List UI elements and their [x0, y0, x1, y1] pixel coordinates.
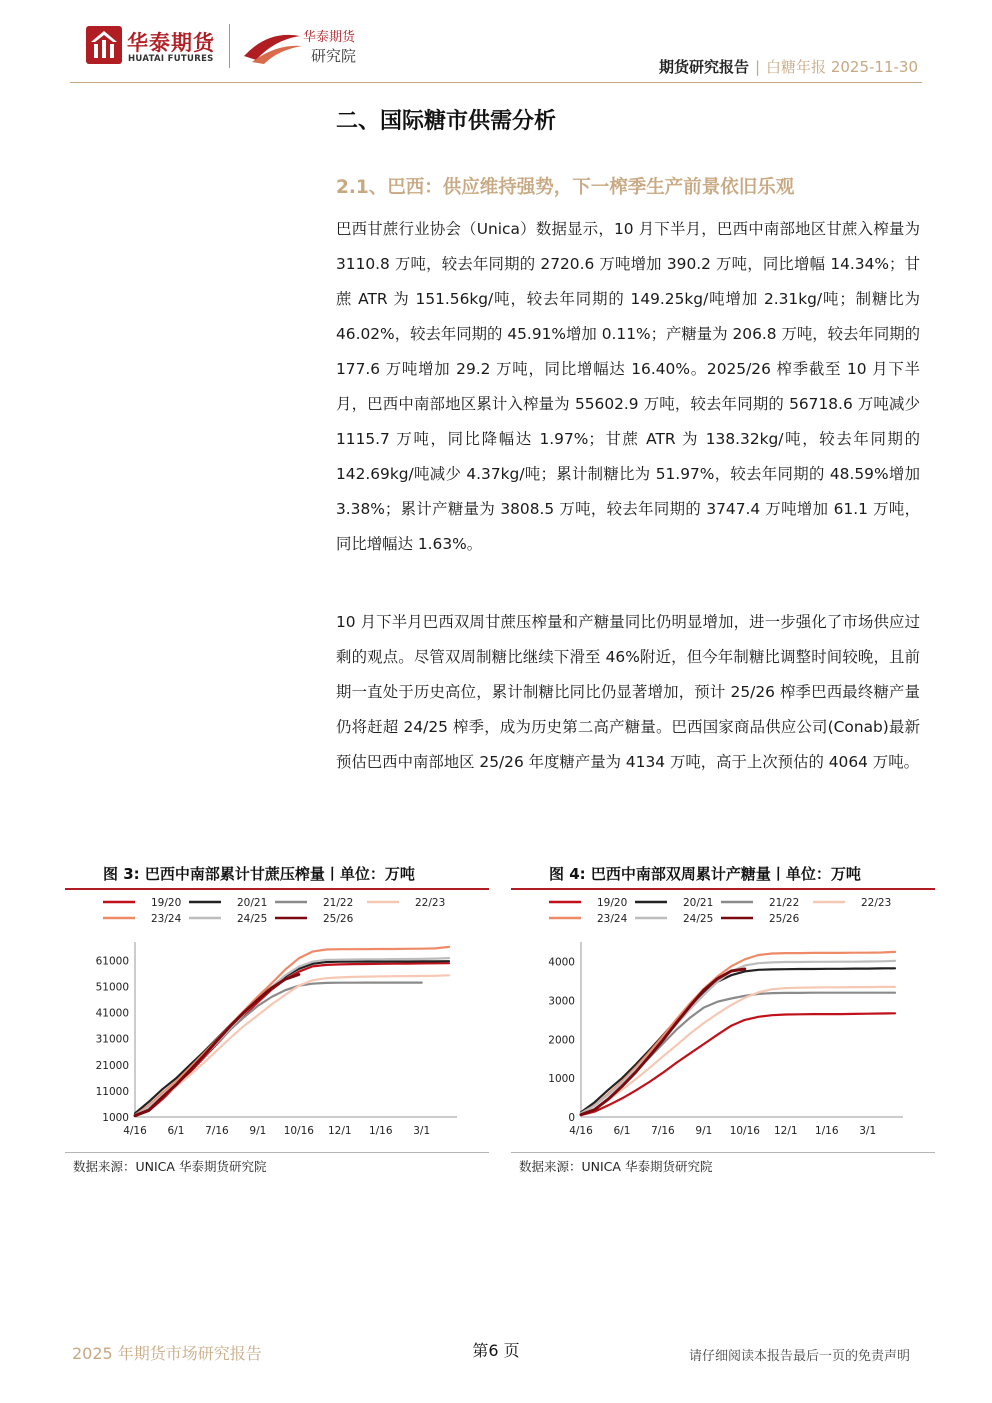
figure-rule	[65, 1152, 489, 1153]
header-rule	[70, 82, 922, 83]
institute-logo-icon	[242, 28, 304, 64]
legend-label: 19/20	[597, 897, 628, 909]
y-tick-label: 0	[568, 1112, 575, 1124]
x-tick-label: 9/1	[249, 1125, 267, 1137]
x-tick-label: 12/1	[327, 1125, 352, 1137]
footer-disclaimer-note: 请仔细阅读本报告最后一页的免责声明	[688, 1349, 910, 1364]
figure-title: 图 3: 巴西中南部累计甘蔗压榨量丨单位：万吨	[65, 860, 489, 890]
series-line-21-22	[135, 983, 422, 1115]
cane-crush-chart	[65, 890, 489, 1152]
figure-source: 数据来源：UNICA 华泰期货研究院	[73, 1159, 267, 1174]
legend-label: 21/22	[323, 897, 354, 909]
x-tick-label: 9/1	[695, 1125, 713, 1137]
x-tick-label: 1/16	[814, 1125, 839, 1137]
y-tick-label: 31000	[95, 1033, 129, 1046]
sugar-output-chart	[511, 890, 935, 1152]
series-line-20-21	[581, 968, 895, 1112]
x-tick-label: 10/16	[729, 1125, 760, 1137]
x-tick-label: 3/1	[859, 1125, 877, 1137]
y-tick-label: 3000	[548, 995, 575, 1008]
y-tick-label: 51000	[95, 981, 129, 994]
legend-label: 24/25	[683, 913, 714, 925]
huatai-logo-icon	[86, 26, 122, 64]
series-line-19-20	[135, 963, 449, 1116]
y-tick-label: 41000	[95, 1007, 129, 1020]
x-tick-label: 4/16	[569, 1125, 593, 1137]
figure-3	[65, 860, 489, 1175]
series-line-19-20	[581, 1013, 895, 1115]
page-number: 第6 页	[472, 1341, 520, 1360]
subsection-title: 2.1、巴西：供应维持强势，下一榨季生产前景依旧乐观	[336, 177, 795, 198]
report-title-date: 白糖年报 2025-11-30	[766, 58, 918, 76]
legend-label: 22/23	[861, 897, 892, 909]
legend-label: 23/24	[151, 913, 182, 925]
legend-label: 22/23	[415, 897, 446, 909]
report-type: 期货研究报告	[658, 58, 749, 76]
series-line-23-24	[581, 952, 895, 1114]
x-tick-label: 12/1	[773, 1125, 798, 1137]
x-tick-label: 7/16	[205, 1125, 229, 1137]
body-paragraph: 巴西甘蔗行业协会（Unica）数据显示，10 月下半月，巴西中南部地区甘蔗入榨量为 3110.8 万吨，较去年同期的 2720.6 万吨增加 390.2 万吨，同比增幅 14.34%；甘蔗 ATR 为 151.56kg/吨，较去年同期的 149.25kg/吨增加 2.31kg/吨；制糖比为 46.02%，较去年同期的 45.91%增加 0.11%；产糖量为 206.8 万吨，较去年同期的 177.6 万吨增加 29.2 万吨，同比增幅达 16.40%。2025/26 榨季截至 10 月下半月，巴西中南部地区累计入榨量为 55602.9 万吨，较去年同期的 56718.6 万吨减少 1115.7 万吨，同比降幅达 1.97%；甘蔗 ATR 为 138.32kg/吨，较去年同期的 142.69kg/吨减少 4.37kg/吨；累计制糖比为 51.97%，较去年同期的 48.59%增加 3.38%；累计产糖量为 3808.5 万吨，较去年同期的 3747.4 万吨增加 61.1 万吨，同比增幅达 1.63%。	[336, 220, 920, 553]
x-tick-label: 3/1	[413, 1125, 431, 1137]
report-header-info	[659, 56, 918, 77]
y-tick-label: 2000	[548, 1034, 575, 1047]
legend-label: 21/22	[769, 897, 800, 909]
legend-label: 20/21	[237, 897, 268, 909]
y-tick-label: 61000	[95, 955, 129, 968]
legend-label: 24/25	[237, 913, 268, 925]
x-tick-label: 7/16	[651, 1125, 675, 1137]
figure-4	[511, 860, 935, 1175]
institute-name-top: 华泰期货	[303, 30, 356, 45]
legend-label: 25/26	[769, 913, 800, 925]
header-separator: |	[754, 58, 761, 76]
figure-title: 图 4: 巴西中南部双周累计产糖量丨单位：万吨	[511, 860, 935, 890]
legend-label: 20/21	[683, 897, 714, 909]
x-tick-label: 4/16	[123, 1125, 147, 1137]
legend-label: 19/20	[151, 897, 182, 909]
legend-label: 25/26	[323, 913, 354, 925]
body-paragraph: 10 月下半月巴西双周甘蔗压榨量和产糖量同比仍明显增加，进一步强化了市场供应过剩的观点。尽管双周制糖比继续下滑至 46%附近，但今年制糖比调整时间较晚，且前期一直处于历史高位，累计制糖比同比仍显著增加，预计 25/26 榨季巴西最终糖产量仍将赶超 24/25 榨季，成为历史第二高产糖量。巴西国家商品供应公司(Conab)最新预估巴西中南部地区 25/26 年度糖产量为 4134 万吨，高于上次预估的 4064 万吨。	[336, 613, 920, 771]
logo-chinese-name: 华泰期货	[127, 31, 215, 55]
institute-name-bottom: 研究院	[311, 47, 357, 65]
x-tick-label: 1/16	[368, 1125, 393, 1137]
y-tick-label: 1000	[548, 1073, 575, 1086]
figure-rule	[511, 1152, 935, 1153]
legend-label: 23/24	[597, 913, 628, 925]
footer-report-name: 2025 年期货市场研究报告	[72, 1344, 262, 1363]
x-tick-label: 6/1	[613, 1125, 631, 1137]
series-line-24-25	[581, 961, 895, 1114]
x-tick-label: 10/16	[283, 1125, 314, 1137]
logo-english-name: HUATAI FUTURES	[128, 54, 214, 64]
x-tick-label: 6/1	[167, 1125, 185, 1137]
series-line-20-21	[135, 961, 449, 1113]
y-tick-label: 11000	[95, 1085, 129, 1098]
series-line-22-23	[135, 975, 449, 1116]
y-tick-label: 1000	[102, 1112, 129, 1124]
section-title: 二、国际糖市供需分析	[336, 109, 557, 134]
y-tick-label: 4000	[548, 956, 575, 969]
logo-divider	[229, 24, 230, 68]
page-header	[0, 0, 992, 90]
y-tick-label: 21000	[95, 1059, 129, 1072]
figure-source: 数据来源：UNICA 华泰期货研究院	[519, 1159, 713, 1174]
